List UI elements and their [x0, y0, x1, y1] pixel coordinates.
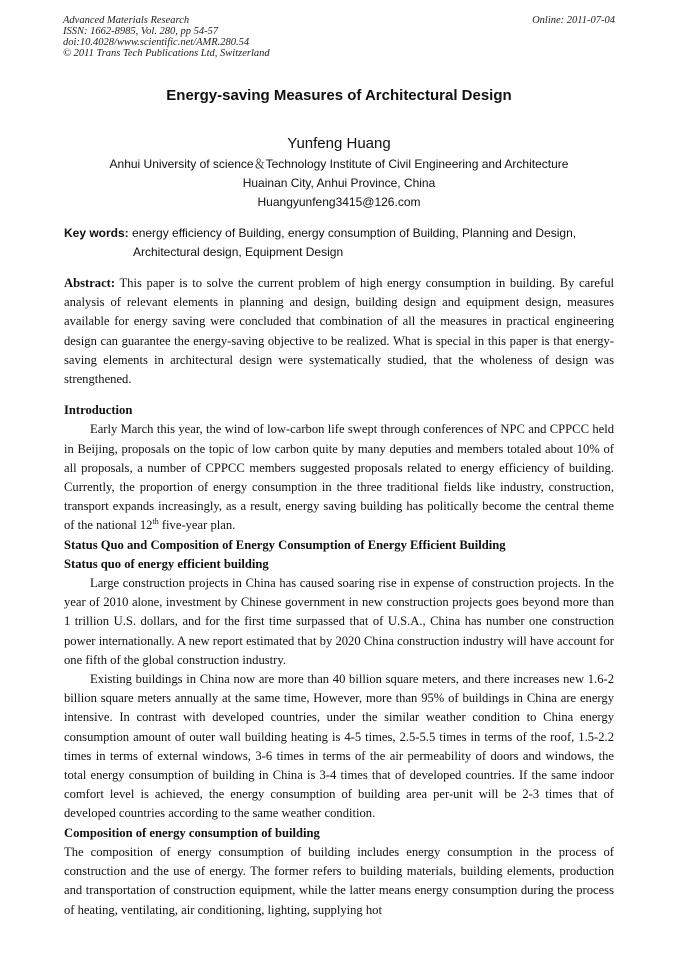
keywords [64, 224, 616, 262]
composition-paragraph: The composition of energy consumption of building includes energy consumption in the process of construction and the use of energy. The former refers to building materials, building elements, production and transportation of construction equipment, while the latter means energy consumption during the process of heating, ventilating, air conditioning, lighting, supplying hot [64, 844, 614, 917]
paper-title: Energy-saving Measures of Architectural Design [166, 87, 512, 104]
author-affiliation: Anhui University of science＆Technology Institute of Civil Engineering and Architecture [109, 157, 569, 171]
author-location: Huainan City, Anhui Province, China [242, 176, 436, 190]
keywords-line-1: energy efficiency of Building, energy consumption of Building, Planning and Design, [128, 226, 577, 240]
paper-body [64, 274, 614, 920]
section-heading-introduction: Introduction [64, 403, 133, 418]
abstract-label: Abstract: [64, 276, 116, 290]
online-date: Online: 2011-07-04 [532, 15, 615, 26]
keywords-line-2: Architectural design, Equipment Design [133, 245, 344, 259]
doi-line: doi:10.4028/www.scientific.net/AMR.280.54 [63, 37, 250, 48]
author-block [0, 133, 678, 212]
copyright-line: © 2011 Trans Tech Publications Ltd, Switzerland [63, 48, 270, 59]
journal-header [63, 15, 615, 59]
superscript-th: th [152, 517, 159, 527]
author-email: Huangyunfeng3415@126.com [257, 195, 421, 209]
section-heading-status: Status Quo and Composition of Energy Consumption of Energy Efficient Building [64, 537, 506, 552]
issn-line: ISSN: 1662-8985, Vol. 280, pp 54-57 [63, 26, 219, 37]
status-paragraph-1: Large construction projects in China has caused soaring rise in expense of construction projects. In the year of 2010 alone, investment by Chinese government in new construction projects goes beyond more than 1 trillion U.S. dollars, and for the first time surpassed that of U.S.A., China has number one construction power internationally. A new report estimated that by 2020 China construction industry will have account for one fifth of the global construction industry. [64, 576, 614, 667]
abstract-paragraph [64, 274, 614, 389]
subsection-heading-composition: Composition of energy consumption of building [64, 825, 320, 840]
introduction-paragraph: Early March this year, the wind of low-carbon life swept through conferences of NPC and CPPCC held in Beijing, proposals on the topic of low carbon quite by many deputies and members totaled about 10% of all proposals, a number of CPPCC members suggested proposals related to energy efficiency of building. Currently, the proportion of energy consumption in the three traditional fields like industry, construction, transport expands increasingly, as a result, energy saving building has politically become the central theme of the national 12th five-year plan. [64, 422, 614, 533]
abstract-text: This paper is to solve the current problem of high energy consumption in building. By careful analysis of relevant elements in planning and design, building design and equipment design, measures available for energy saving were concluded that combination of all the measures in practical engineering design can guarantee the energy-saving objective to be realized. What is special in this paper is that energy-saving elements in architectural design were systematically studied, that the wholeness of design was strengthened. [64, 276, 614, 387]
keywords-label: Key words: [64, 226, 129, 240]
subsection-heading-status-quo: Status quo of energy efficient building [64, 556, 269, 571]
status-paragraph-2: Existing buildings in China now are more than 40 billion square meters, and there increases new 1.6-2 billion square meters annually at the same time, However, more than 95% of buildings in China are energy intensive. In contrast with developed countries, under the similar weather condition to China energy consumption amount of outer wall building heating is 4-5 times, 2.5-5.5 times in terms of the roof, 1.5-2.2 times in terms of external windows, 3-6 times in terms of the air permeability of doors and windows, the total energy consumption of building in China is 3-4 times that of developed countries. If the same indoor comfort level is achieved, the energy consumption of building area per-unit will be 2-3 times that of developed countries according to the same weather condition. [64, 672, 614, 821]
journal-name: Advanced Materials Research [63, 15, 190, 26]
author-name: Yunfeng Huang [287, 135, 391, 152]
